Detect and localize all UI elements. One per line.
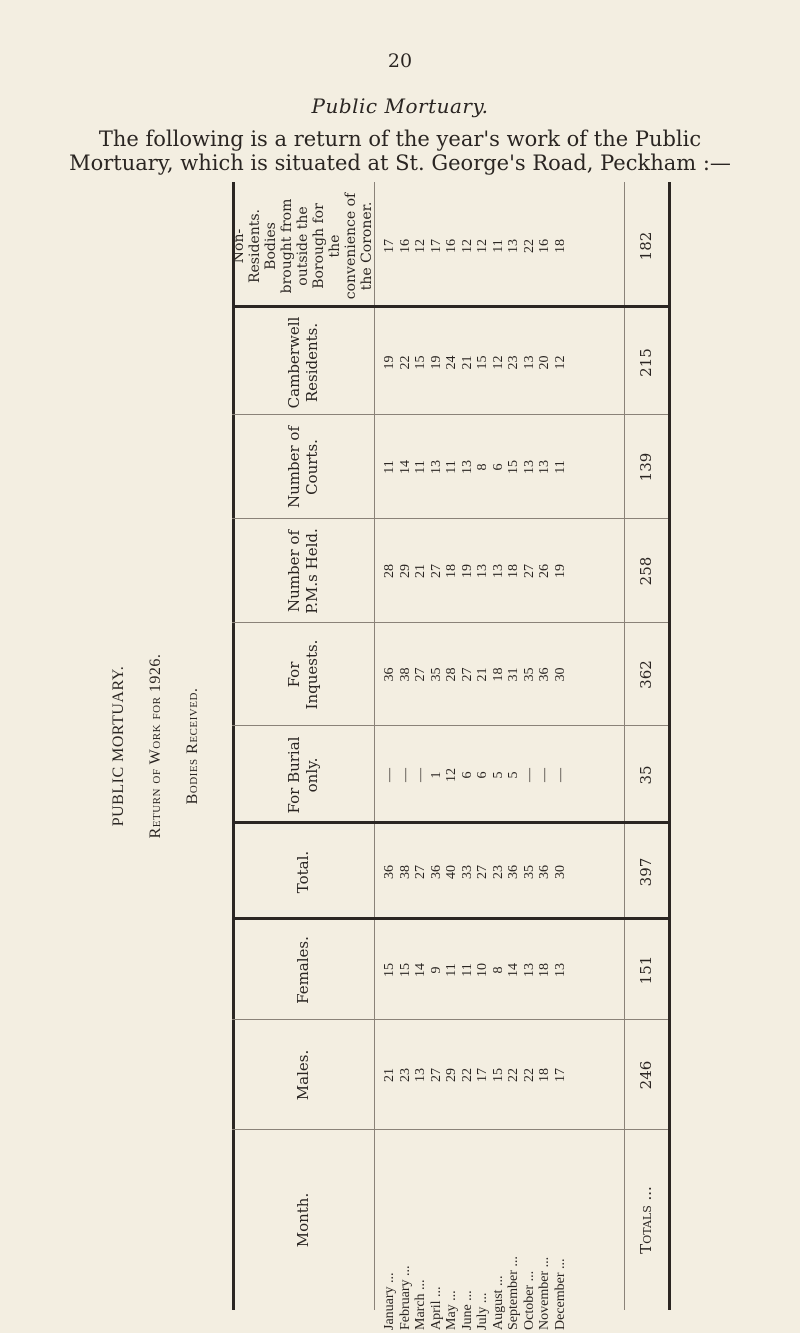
- table-cell: 14: [413, 963, 428, 977]
- month-label: January ...: [382, 1272, 397, 1330]
- table-cell: 17: [552, 1068, 568, 1082]
- table-cell: 21: [475, 667, 490, 682]
- table-cell: 11: [444, 963, 459, 977]
- table-cell: 18: [537, 963, 552, 977]
- table-cell: 12: [444, 768, 459, 782]
- column-total: 258: [637, 556, 655, 586]
- column-total: 362: [637, 660, 655, 689]
- table-cell: 6: [490, 463, 506, 471]
- table-cell: 29: [444, 1068, 459, 1082]
- month-list: [374, 1130, 618, 1330]
- table-cell: 33: [459, 865, 475, 879]
- column-header: Total.: [294, 850, 312, 894]
- table-group-heading: Bodies Received.: [184, 687, 201, 805]
- table-cell: 36: [382, 865, 397, 879]
- data-column: [232, 1020, 668, 1130]
- table-cell: 14: [506, 963, 521, 977]
- table-cell: 18: [552, 239, 568, 253]
- table-cell: 11: [552, 460, 568, 474]
- column-rule: [232, 917, 668, 920]
- table-cell: 9: [428, 966, 444, 974]
- table-cell: 19: [552, 564, 568, 578]
- section-heading: Public Mortuary.: [311, 94, 489, 118]
- table-cell: 13: [521, 355, 537, 370]
- table-cell: 36: [382, 667, 397, 682]
- table-cell: 11: [459, 963, 475, 977]
- table-cell: 27: [413, 667, 428, 682]
- table-cell: 27: [475, 865, 490, 879]
- table-cell: 35: [428, 667, 444, 682]
- header-rule: [374, 182, 375, 1310]
- table-cell: 27: [521, 564, 537, 578]
- column-total: 139: [637, 452, 655, 482]
- month-label: August ...: [490, 1275, 506, 1330]
- table-cell: 21: [382, 1068, 397, 1082]
- table-cell: 5: [506, 771, 521, 779]
- table-cell: 14: [397, 460, 413, 474]
- table-cell: 11: [444, 460, 459, 474]
- rotated-table-block: [110, 182, 668, 1330]
- column-rule: [232, 622, 668, 623]
- table-cell: 35: [521, 667, 537, 682]
- table-cell: 38: [397, 865, 413, 879]
- table-cell: 13: [475, 564, 490, 578]
- table-cell: 18: [506, 564, 521, 578]
- table-cell: 36: [537, 865, 552, 879]
- table-cell: 40: [444, 865, 459, 879]
- table-cell: —: [537, 768, 552, 782]
- table-cell: 27: [428, 1068, 444, 1082]
- table-cell: 16: [444, 239, 459, 253]
- column-rule: [232, 414, 668, 415]
- table-cell: 10: [475, 963, 490, 977]
- table-cell: 16: [397, 239, 413, 253]
- table-cell: 11: [413, 460, 428, 474]
- data-column: [232, 310, 668, 415]
- table-cell: 19: [459, 564, 475, 578]
- column-header: For Burial only.: [285, 736, 321, 814]
- table-cell: 11: [382, 460, 397, 474]
- table-cell: 13: [459, 460, 475, 474]
- table-cell: 28: [382, 564, 397, 578]
- month-label: November ...: [537, 1256, 552, 1330]
- table-cell: 28: [444, 667, 459, 682]
- table-cell: 21: [413, 564, 428, 578]
- page-number: 20: [387, 50, 413, 72]
- table-cell: 36: [506, 865, 521, 879]
- column-header: Non-Residents. Bodies brought from outside the Borough for the convenience of the Coroner.: [231, 192, 375, 300]
- table-cell: 8: [475, 463, 490, 471]
- column-header: Number of P.M.s Held.: [285, 528, 321, 614]
- table-cell: —: [382, 768, 397, 782]
- table-cell: 21: [459, 355, 475, 370]
- table-cell: 27: [459, 667, 475, 682]
- table-cell: —: [552, 768, 568, 782]
- month-label: March ...: [413, 1279, 428, 1330]
- table-cell: 24: [444, 355, 459, 370]
- data-column: [232, 824, 668, 920]
- table-cell: 1: [428, 771, 444, 779]
- data-column: [232, 920, 668, 1020]
- table-cell: 13: [413, 1068, 428, 1082]
- column-header: Number of Courts.: [285, 426, 321, 509]
- column-total: 35: [637, 765, 655, 785]
- table-cell: 31: [506, 667, 521, 682]
- table-cell: —: [397, 768, 413, 782]
- column-values: [374, 824, 618, 920]
- month-label: July ...: [475, 1292, 490, 1330]
- month-label: June ...: [459, 1290, 475, 1330]
- table-cell: 17: [428, 239, 444, 253]
- table-cell: 16: [537, 239, 552, 253]
- table-cell: 12: [475, 239, 490, 253]
- month-label: February ...: [397, 1265, 413, 1330]
- column-rule: [232, 1129, 668, 1130]
- table-cell: 26: [537, 564, 552, 578]
- column-total: 215: [637, 348, 655, 377]
- month-label: May ...: [444, 1290, 459, 1330]
- table-cell: 35: [521, 865, 537, 879]
- data-column: [232, 519, 668, 623]
- table-cell: 13: [537, 460, 552, 474]
- column-header: Females.: [294, 936, 312, 1004]
- column-rule: [232, 305, 668, 308]
- table-cell: 36: [537, 667, 552, 682]
- table-cell: 13: [490, 564, 506, 578]
- column-header: Camberwell Residents.: [285, 316, 321, 409]
- column-rule: [232, 725, 668, 726]
- table-cell: 15: [490, 1068, 506, 1082]
- table-cell: 6: [459, 771, 475, 779]
- column-values: [374, 415, 618, 519]
- column-values: [374, 310, 618, 415]
- table-cell: 13: [521, 460, 537, 474]
- table-cell: 13: [552, 963, 568, 977]
- month-label: April ...: [428, 1286, 444, 1330]
- column-header: For Inquests.: [285, 639, 321, 710]
- table-cell: 12: [552, 355, 568, 370]
- table-bottom-border: [668, 182, 671, 1310]
- table-cell: 13: [521, 963, 537, 977]
- table-cell: 15: [382, 963, 397, 977]
- table-cell: 29: [397, 564, 413, 578]
- table-cell: 23: [506, 355, 521, 370]
- table-cell: 23: [490, 865, 506, 879]
- month-label: December ...: [552, 1258, 568, 1330]
- table-cell: 13: [506, 239, 521, 253]
- data-column: [232, 415, 668, 519]
- month-column: [232, 1130, 668, 1330]
- column-values: [374, 726, 618, 824]
- intro-line-2: Mortuary, which is situated at St. George's Road, Peckham :—: [69, 151, 731, 175]
- column-values: [374, 623, 618, 726]
- table-cell: 22: [521, 239, 537, 253]
- column-values: [374, 1020, 618, 1130]
- table-cell: 19: [428, 355, 444, 370]
- table-cell: 30: [552, 667, 568, 682]
- table-cell: 27: [428, 564, 444, 578]
- table-cell: 20: [537, 355, 552, 370]
- table-cell: 22: [506, 1068, 521, 1082]
- column-total: 151: [637, 955, 655, 985]
- table-cell: 22: [521, 1068, 537, 1082]
- column-rule: [232, 821, 668, 824]
- month-header: Month.: [294, 1192, 312, 1248]
- data-column: [232, 182, 668, 310]
- table-cell: 5: [490, 771, 506, 779]
- column-values: [374, 182, 618, 310]
- column-header: Males.: [294, 1049, 312, 1101]
- table-cell: 19: [382, 355, 397, 370]
- table-subtitle: Return of Work for 1926.: [147, 653, 164, 839]
- table-cell: —: [413, 768, 428, 782]
- table-cell: 15: [413, 355, 428, 370]
- table-cell: 15: [506, 460, 521, 474]
- table-cell: 18: [537, 1068, 552, 1082]
- table-cell: —: [521, 768, 537, 782]
- table-cell: 23: [397, 1068, 413, 1082]
- table-cell: 15: [397, 963, 413, 977]
- table-top-border: [232, 182, 235, 1310]
- column-total: 246: [637, 1060, 655, 1090]
- table-cell: 22: [459, 1068, 475, 1082]
- column-values: [374, 920, 618, 1020]
- month-label: September ...: [506, 1256, 521, 1330]
- table-cell: 17: [382, 239, 397, 253]
- month-label: October ...: [521, 1270, 537, 1330]
- data-column: [232, 623, 668, 726]
- table-cell: 36: [428, 865, 444, 879]
- totals-label: Totals ...: [637, 1186, 655, 1254]
- table-cell: 6: [475, 771, 490, 779]
- table-cell: 12: [459, 239, 475, 253]
- table-cell: 17: [475, 1068, 490, 1082]
- table-cell: 12: [413, 239, 428, 253]
- column-total: 182: [637, 231, 655, 261]
- table-cell: 8: [490, 966, 506, 974]
- table-cell: 13: [428, 460, 444, 474]
- table-cell: 38: [397, 667, 413, 682]
- table-cell: 12: [490, 355, 506, 370]
- column-total: 397: [637, 857, 655, 887]
- totals-rule: [624, 182, 625, 1310]
- table-title: PUBLIC MORTUARY.: [110, 665, 127, 827]
- table-cell: 11: [490, 239, 506, 253]
- column-values: [374, 519, 618, 623]
- table-cell: 22: [397, 355, 413, 370]
- table-cell: 15: [475, 355, 490, 370]
- mortuary-table: [231, 182, 668, 1330]
- table-cell: 30: [552, 865, 568, 879]
- table-cell: 27: [413, 865, 428, 879]
- column-rule: [232, 1019, 668, 1020]
- table-cell: 18: [444, 564, 459, 578]
- intro-line-1: The following is a return of the year's work of the Public: [98, 127, 702, 151]
- column-rule: [232, 518, 668, 519]
- data-column: [232, 726, 668, 824]
- table-cell: 18: [490, 667, 506, 682]
